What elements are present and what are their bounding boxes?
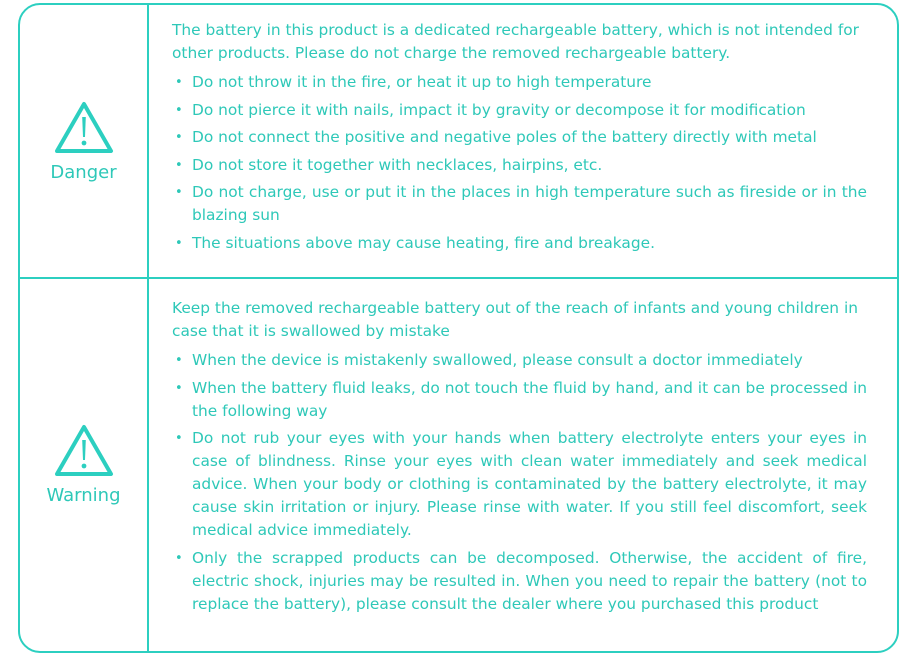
list-item: • Do not throw it in the fire, or heat it up to high temperature [172,71,867,94]
danger-list [172,71,867,255]
warning-label-cell [20,277,149,651]
warning-list [172,349,867,616]
list-item: • Only the scrapped products can be decomposed. Otherwise, the accident of fire, electric shock, injuries may be resulted in. When you need to repair the battery (not to replace the battery), please consult the dealer where you purchased this product [172,547,867,616]
list-item: • Do not connect the positive and negative poles of the battery directly with metal [172,126,867,149]
warning-triangle-icon [53,423,115,479]
warning-row [20,277,897,651]
warning-content [149,277,897,651]
list-item: • When the device is mistakenly swallowed, please consult a doctor immediately [172,349,867,372]
warning-triangle-icon [53,100,115,156]
safety-table [18,3,899,653]
warning-label: Warning [46,484,121,506]
list-item: • Do not pierce it with nails, impact it by gravity or decompose it for modification [172,99,867,122]
danger-intro: The battery in this product is a dedicated rechargeable battery, which is not intended for other products. Please do not charge the removed rechargeable battery. [172,21,859,62]
danger-row [20,5,897,279]
danger-label: Danger [50,161,117,183]
danger-label-cell [20,5,149,277]
list-item: • Do not store it together with necklaces, hairpins, etc. [172,154,867,177]
list-item: • The situations above may cause heating, fire and breakage. [172,232,867,255]
list-item: • Do not rub your eyes with your hands when battery electrolyte enters your eyes in case of blindness. Rinse your eyes with clean water immediately and seek medical advice. When your body or clothing is contaminated by the battery electrolyte, it may cause skin irritation or injury. Please rinse with water. If you still feel discomfort, seek medical advice immediately. [172,427,867,542]
warning-intro: Keep the removed rechargeable battery out of the reach of infants and young children in case that it is swallowed by mistake [172,299,858,340]
list-item: • Do not charge, use or put it in the places in high temperature such as fireside or in the blazing sun [172,181,867,227]
list-item: • When the battery fluid leaks, do not touch the fluid by hand, and it can be processed in the following way [172,377,867,423]
danger-content [149,5,897,277]
